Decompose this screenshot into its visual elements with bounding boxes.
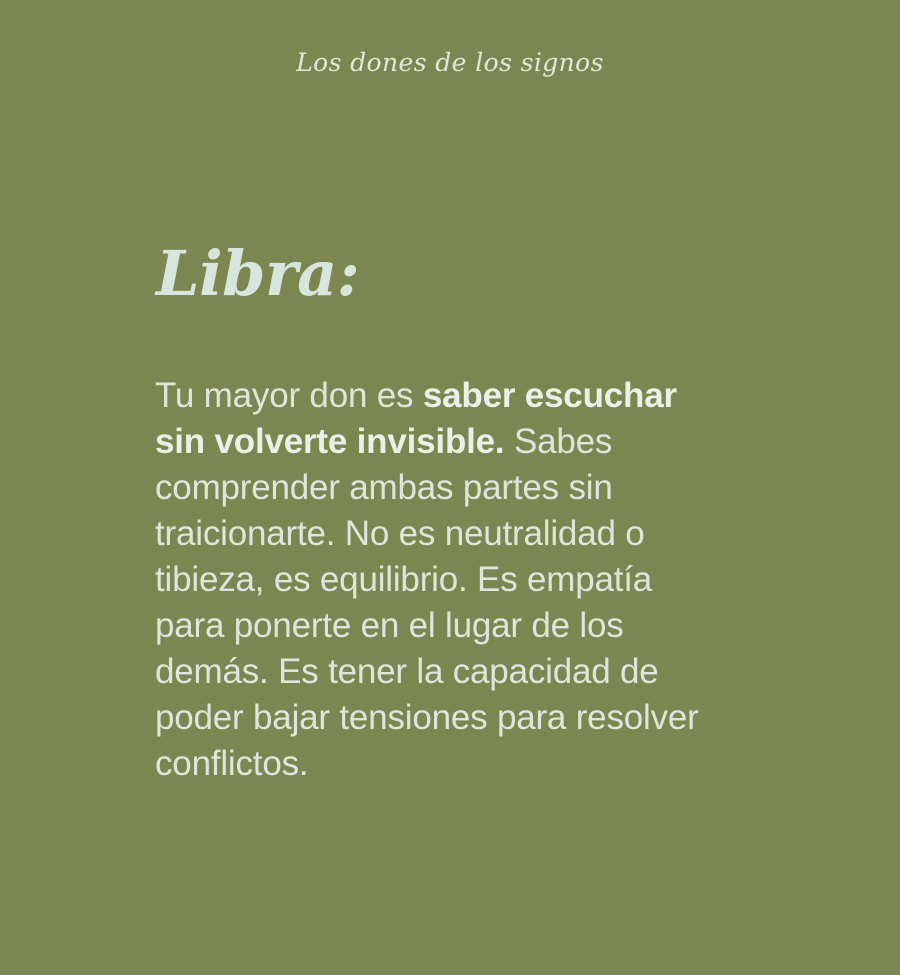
body-rest: Sabes comprender ambas partes sin traicionarte. No es neutralidad o tibieza, es equilibrio. Es empatía para ponerte en el lugar de los demás. Es tener la capacidad de poder bajar tensiones para resolver conflictos. xyxy=(155,422,699,783)
body-lead-bold: saber escuchar sin volverte invisible. xyxy=(155,376,677,461)
body-paragraph xyxy=(155,373,725,787)
body-lead-prefix: Tu mayor don es xyxy=(155,376,423,415)
page-title: Libra: xyxy=(156,237,360,310)
series-kicker: Los dones de los signos xyxy=(296,48,604,77)
